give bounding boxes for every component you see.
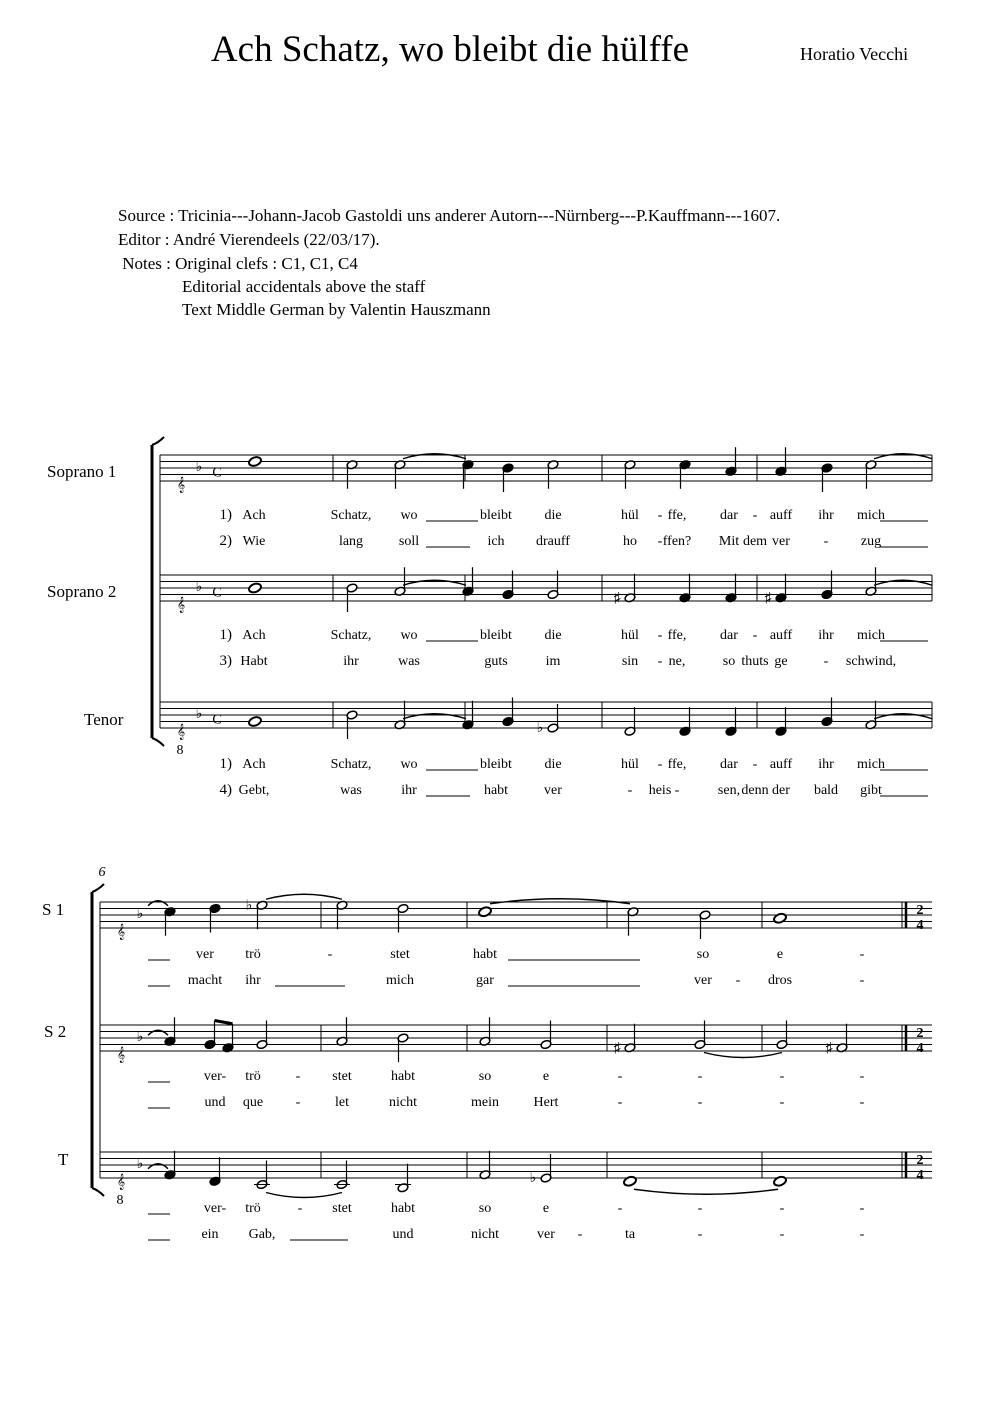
key-flat-icon: ♭ bbox=[136, 1157, 144, 1172]
tie-slur bbox=[490, 899, 630, 904]
lyric-syllable: gibt bbox=[860, 783, 882, 798]
lyric-syllable: ver bbox=[544, 783, 562, 798]
staff-system1-2 bbox=[160, 702, 932, 728]
verse-number: 4) bbox=[219, 782, 232, 798]
lyric-syllable: - bbox=[697, 1095, 703, 1110]
lyric-syllable: was bbox=[398, 654, 420, 669]
key-flat-icon: ♭ bbox=[136, 1030, 144, 1045]
key-flat-icon: ♭ bbox=[195, 707, 203, 722]
lyric-syllable: - bbox=[823, 534, 829, 549]
time-signature: C bbox=[212, 465, 222, 481]
lyric-syllable: - bbox=[859, 1201, 865, 1216]
lyric-syllable: mich bbox=[857, 508, 885, 523]
note-head bbox=[248, 582, 262, 594]
lyric-syllable: denn bbox=[741, 783, 769, 798]
lyric-syllable: heis bbox=[648, 783, 672, 798]
clefs-note: Notes : Original clefs : C1, C1, C4 bbox=[118, 254, 358, 273]
lyric-syllable: que bbox=[242, 1095, 264, 1110]
treble-clef-icon: 𝄞 bbox=[176, 725, 186, 740]
time-signature-bottom: 4 bbox=[916, 1168, 924, 1183]
lyric-syllable: und bbox=[392, 1227, 414, 1242]
verse-number: 1) bbox=[219, 507, 232, 523]
lyric-syllable: dar bbox=[720, 508, 738, 523]
source-note: Source : Tricinia---Johann-Jacob Gastoldi uns anderer Autorn---Nürnberg---P.Kauffmann---1607. bbox=[118, 206, 781, 225]
lyric-syllable: ffe, bbox=[667, 508, 687, 523]
lyric-syllable: ihr bbox=[818, 757, 834, 772]
lyric-syllable: Gebt, bbox=[238, 783, 270, 798]
lyric-syllable: ver bbox=[694, 973, 712, 988]
lyric-syllable: - bbox=[859, 973, 865, 988]
lyric-syllable: - bbox=[859, 947, 865, 962]
tie-slur bbox=[704, 1053, 782, 1058]
treble-clef-icon: 𝄞 bbox=[176, 598, 186, 613]
lyric-syllable: - bbox=[697, 1201, 703, 1216]
lyric-syllable: hül bbox=[621, 628, 639, 643]
tie-slur bbox=[634, 1189, 778, 1194]
lyric-syllable: gar bbox=[476, 973, 494, 988]
part-name-soprano1: Soprano 1 bbox=[47, 462, 117, 481]
lyric-syllable: so bbox=[722, 654, 736, 669]
treble-clef-icon: 𝄞 bbox=[176, 478, 186, 493]
lyric-syllable: die bbox=[544, 508, 562, 523]
lyric-syllable: ffe, bbox=[667, 628, 687, 643]
lyric-syllable: lang bbox=[338, 534, 364, 549]
lyric-syllable: trö bbox=[245, 1201, 261, 1216]
lyric-syllable: dem bbox=[742, 534, 768, 549]
time-signature-bottom: 4 bbox=[916, 1041, 924, 1056]
lyric-syllable: auff bbox=[769, 508, 793, 523]
lyric-syllable: so bbox=[478, 1201, 492, 1216]
lyric-syllable: ihr bbox=[818, 628, 834, 643]
measure-number: 6 bbox=[98, 865, 106, 880]
lyric-syllable: auff bbox=[769, 628, 793, 643]
editor-note: Editor : André Vierendeels (22/03/17). bbox=[118, 230, 380, 249]
lyric-syllable: Habt bbox=[240, 654, 268, 669]
lyric-syllable: was bbox=[340, 783, 362, 798]
lyric-syllable: - bbox=[859, 1227, 865, 1242]
lyric-syllable: mich bbox=[857, 757, 885, 772]
lyric-syllable: - bbox=[859, 1069, 865, 1084]
lyric-syllable: e bbox=[542, 1069, 550, 1084]
lyric-syllable: habt bbox=[390, 1201, 416, 1216]
bracket-hook bbox=[92, 884, 104, 892]
lyric-syllable: habt bbox=[390, 1069, 416, 1084]
lyric-syllable: bleibt bbox=[480, 757, 512, 772]
lyric-syllable: Gab, bbox=[248, 1227, 276, 1242]
lyric-syllable: ffen? bbox=[662, 534, 692, 549]
lyric-syllable: habt bbox=[472, 947, 498, 962]
lyric-syllable: ne, bbox=[668, 654, 686, 669]
lyric-syllable: ta bbox=[624, 1227, 636, 1242]
lyric-syllable: - bbox=[295, 1069, 301, 1084]
lyric-syllable: im bbox=[545, 654, 561, 669]
flat-accidental-icon: ♭ bbox=[536, 721, 544, 736]
lyric-syllable: Wie bbox=[242, 534, 266, 549]
part-abbr-s1: S 1 bbox=[42, 900, 65, 919]
lyric-syllable: - bbox=[327, 947, 333, 962]
key-flat-icon: ♭ bbox=[195, 580, 203, 595]
time-signature-bottom: 4 bbox=[916, 918, 924, 933]
lyric-syllable: auff bbox=[769, 757, 793, 772]
lyric-syllable: - bbox=[657, 534, 663, 549]
lyric-syllable: der bbox=[772, 783, 790, 798]
lyric-syllable: - bbox=[697, 1227, 703, 1242]
lyric-syllable: Ach bbox=[242, 508, 266, 523]
lyric-syllable: ihr bbox=[401, 783, 417, 798]
lyric-syllable: - bbox=[617, 1069, 623, 1084]
lyric-syllable: e bbox=[542, 1201, 550, 1216]
lyric-syllable: habt bbox=[483, 783, 509, 798]
lyric-syllable: stet bbox=[390, 947, 410, 962]
lyric-syllable: stet bbox=[332, 1201, 352, 1216]
bracket-hook bbox=[152, 738, 164, 746]
lyric-syllable: bleibt bbox=[480, 628, 512, 643]
lyric-syllable: Schatz, bbox=[330, 508, 372, 523]
staff-system1-1 bbox=[160, 575, 932, 601]
staff-system2-2 bbox=[100, 1152, 932, 1178]
key-flat-icon: ♭ bbox=[195, 460, 203, 475]
lyric-syllable: - bbox=[577, 1227, 583, 1242]
lyric-syllable: dar bbox=[720, 757, 738, 772]
verse-number: 1) bbox=[219, 756, 232, 772]
staff-system2-0 bbox=[100, 902, 932, 928]
sharp-accidental-icon: ♯ bbox=[613, 590, 621, 606]
treble-clef-icon: 𝄞 bbox=[116, 925, 126, 940]
lyric-syllable: - bbox=[657, 654, 663, 669]
lyric-syllable: drauff bbox=[536, 534, 570, 549]
part-name-tenor: Tenor bbox=[84, 710, 124, 729]
lyric-syllable: guts bbox=[484, 654, 508, 669]
lyric-syllable: ich bbox=[487, 534, 505, 549]
time-signature-top: 2 bbox=[916, 1026, 924, 1041]
lyric-syllable: - bbox=[779, 1201, 785, 1216]
tie-slur bbox=[266, 1193, 342, 1198]
page-title: Ach Schatz, wo bleibt die hülffe bbox=[210, 29, 690, 70]
lyric-syllable: e bbox=[776, 947, 784, 962]
lyric-syllable: - bbox=[674, 783, 680, 798]
flat-accidental-icon: ♭ bbox=[529, 1171, 537, 1186]
lyric-syllable: Ach bbox=[242, 757, 266, 772]
note-head bbox=[478, 906, 492, 918]
lyric-syllable: dar bbox=[720, 628, 738, 643]
treble-clef-icon: 𝄞 bbox=[116, 1175, 126, 1190]
lyric-syllable: Mit bbox=[718, 534, 740, 549]
lyric-syllable: dros bbox=[767, 973, 793, 988]
flat-accidental-icon: ♭ bbox=[245, 898, 253, 914]
lyric-syllable: - bbox=[617, 1095, 623, 1110]
lyric-syllable: ein bbox=[201, 1227, 219, 1242]
lyric-syllable: macht bbox=[187, 973, 223, 988]
lyric-syllable: sen, bbox=[717, 783, 741, 798]
lyric-syllable: wo bbox=[400, 757, 418, 772]
lyric-syllable: - bbox=[657, 757, 663, 772]
lyric-syllable: - bbox=[823, 654, 829, 669]
lyric-syllable: - bbox=[617, 1201, 623, 1216]
lyric-syllable: bleibt bbox=[480, 508, 512, 523]
octave-8-marker: 8 bbox=[176, 743, 184, 758]
lyric-syllable: die bbox=[544, 628, 562, 643]
lyric-syllable: soll bbox=[398, 534, 420, 549]
verse-number: 1) bbox=[219, 627, 232, 643]
lyric-syllable: thuts bbox=[741, 654, 769, 669]
lyric-syllable: trö bbox=[245, 947, 261, 962]
lyric-syllable: ver- bbox=[203, 1201, 227, 1216]
lyric-syllable: stet bbox=[332, 1069, 352, 1084]
lyric-syllable: - bbox=[779, 1069, 785, 1084]
note-head bbox=[773, 1175, 787, 1187]
lyric-syllable: - bbox=[752, 508, 758, 523]
lyric-syllable: - bbox=[779, 1227, 785, 1242]
lyric-syllable: mich bbox=[386, 973, 414, 988]
lyric-syllable: ihr bbox=[245, 973, 261, 988]
lyric-syllable: schwind, bbox=[845, 654, 897, 669]
note-head bbox=[248, 716, 262, 728]
verse-number: 2) bbox=[219, 533, 232, 549]
lyric-syllable: nicht bbox=[471, 1227, 499, 1242]
lyric-syllable: hül bbox=[621, 757, 639, 772]
note-head bbox=[248, 456, 262, 468]
lyric-syllable: - bbox=[297, 1201, 303, 1216]
bracket-hook bbox=[152, 437, 164, 445]
lyric-syllable: ho bbox=[623, 534, 637, 549]
time-signature-top: 2 bbox=[916, 1153, 924, 1168]
key-flat-icon: ♭ bbox=[136, 907, 144, 922]
lyric-syllable: - bbox=[627, 783, 633, 798]
lyric-syllable: und bbox=[204, 1095, 226, 1110]
lyric-syllable: let bbox=[335, 1095, 349, 1110]
part-name-soprano2: Soprano 2 bbox=[47, 582, 117, 601]
staff-system1-0 bbox=[160, 455, 932, 481]
lyric-syllable: trö bbox=[245, 1069, 261, 1084]
lyric-syllable: sin bbox=[621, 654, 639, 669]
lyric-syllable: mich bbox=[857, 628, 885, 643]
lyric-syllable: ge bbox=[774, 654, 788, 669]
text-note: Text Middle German by Valentin Hauszmann bbox=[182, 300, 491, 319]
lyric-syllable: Hert bbox=[533, 1095, 559, 1110]
lyric-syllable: ver- bbox=[203, 1069, 227, 1084]
lyric-syllable: - bbox=[859, 1095, 865, 1110]
lyric-syllable: - bbox=[752, 757, 758, 772]
lyric-syllable: wo bbox=[400, 508, 418, 523]
tie-slur bbox=[266, 894, 342, 899]
time-signature: C bbox=[212, 585, 222, 601]
note-head bbox=[623, 1175, 637, 1187]
lyric-syllable: ver bbox=[196, 947, 214, 962]
part-abbr-t: T bbox=[58, 1150, 69, 1169]
accidentals-note: Editorial accidentals above the staff bbox=[182, 277, 426, 296]
verse-number: 3) bbox=[219, 653, 232, 669]
lyric-syllable: - bbox=[779, 1095, 785, 1110]
lyric-syllable: - bbox=[697, 1069, 703, 1084]
octave-8-marker: 8 bbox=[116, 1193, 124, 1208]
lyric-syllable: ffe, bbox=[667, 757, 687, 772]
lyric-syllable: hül bbox=[621, 508, 639, 523]
lyric-syllable: zug bbox=[860, 534, 882, 549]
sharp-accidental-icon: ♯ bbox=[825, 1040, 833, 1056]
bracket-hook bbox=[92, 1188, 104, 1196]
sharp-accidental-icon: ♯ bbox=[613, 1040, 621, 1056]
lyric-syllable: - bbox=[752, 628, 758, 643]
lyric-syllable: die bbox=[544, 757, 562, 772]
lyric-syllable: Schatz, bbox=[330, 757, 372, 772]
lyric-syllable: ver bbox=[537, 1227, 555, 1242]
lyric-syllable: wo bbox=[400, 628, 418, 643]
lyric-syllable: mein bbox=[471, 1095, 499, 1110]
lyric-syllable: nicht bbox=[389, 1095, 417, 1110]
lyric-syllable: - bbox=[657, 508, 663, 523]
composer-name: Horatio Vecchi bbox=[800, 44, 909, 64]
lyric-syllable: - bbox=[657, 628, 663, 643]
part-abbr-s2: S 2 bbox=[44, 1022, 67, 1041]
lyric-syllable: bald bbox=[813, 783, 839, 798]
time-signature-top: 2 bbox=[916, 903, 924, 918]
treble-clef-icon: 𝄞 bbox=[116, 1048, 126, 1063]
lyric-syllable: - bbox=[295, 1095, 301, 1110]
note-head bbox=[773, 912, 787, 924]
lyric-syllable: ihr bbox=[343, 654, 359, 669]
lyric-syllable: so bbox=[478, 1069, 492, 1084]
lyric-syllable: ihr bbox=[818, 508, 834, 523]
lyric-syllable: ver bbox=[772, 534, 790, 549]
lyric-syllable: so bbox=[696, 947, 710, 962]
sharp-accidental-icon: ♯ bbox=[764, 590, 772, 606]
lyric-syllable: Ach bbox=[242, 628, 266, 643]
time-signature: C bbox=[212, 712, 222, 728]
beam bbox=[215, 1021, 233, 1024]
lyric-syllable: Schatz, bbox=[330, 628, 372, 643]
lyric-syllable: - bbox=[735, 973, 741, 988]
